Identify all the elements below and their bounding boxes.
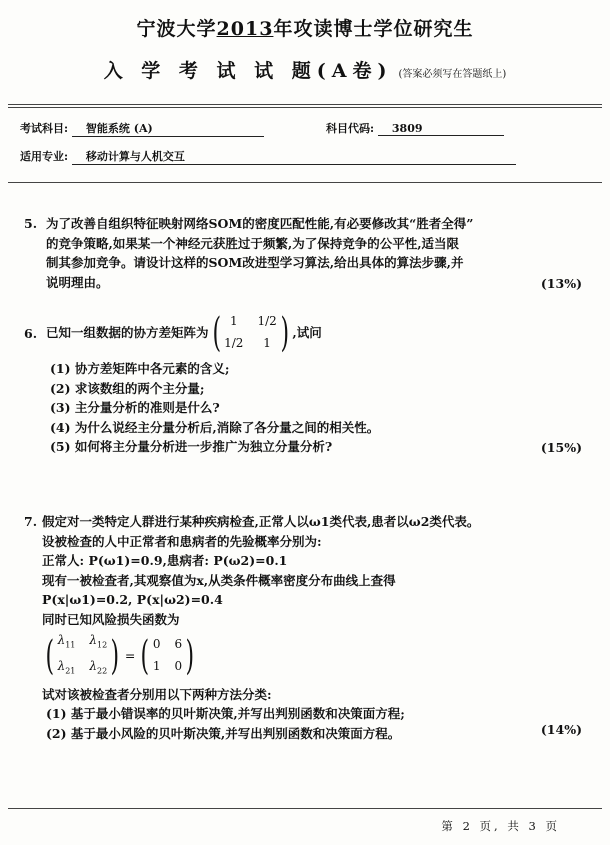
risk-values-matrix: ( 0 6 1 0 ) bbox=[140, 632, 195, 679]
title-year: 2013 bbox=[216, 18, 274, 40]
code-row bbox=[326, 120, 504, 136]
header-divider-2 bbox=[8, 107, 602, 108]
subject-value: 智能系统 (A) bbox=[72, 120, 264, 137]
subject-label: 考试科目: bbox=[20, 122, 69, 135]
exam-title bbox=[0, 14, 610, 41]
lambda-22: $\lambda_{22}$ bbox=[89, 658, 108, 676]
q7-points: (14%) bbox=[540, 722, 582, 737]
lambda-21: $\lambda_{21}$ bbox=[57, 658, 76, 676]
question-line: 同时已知风险损失函数为 bbox=[42, 611, 180, 627]
question-7 bbox=[24, 512, 584, 743]
matrix-cell: 6 bbox=[174, 637, 183, 652]
question-line: 正常人: P(ω1)=0.9,患病者: P(ω2)=0.1 bbox=[42, 553, 288, 568]
question-line: 假定对一类特定人群进行某种疾病检查,正常人以ω1类代表,患者以ω2类代表。 bbox=[42, 514, 480, 529]
question-number: 5. bbox=[24, 216, 38, 231]
major-label: 适用专业: bbox=[20, 150, 69, 163]
sub-question: (1) 协方差矩阵中各元素的含义; bbox=[50, 361, 230, 376]
sub-question: (3) 主分量分析的准则是什么? bbox=[50, 400, 220, 415]
question-line: 为了改善自组织特征映射网络SOM的密度匹配性能,有必要修改其“胜者全得” bbox=[46, 216, 474, 231]
major-value: 移动计算与人机交互 bbox=[72, 148, 516, 165]
sub-question: (5) 如何将主分量分析进一步推广为独立分量分析? bbox=[50, 439, 333, 454]
info-divider bbox=[8, 182, 602, 183]
question-number: 7. bbox=[24, 514, 38, 529]
question-number: 6. bbox=[24, 326, 38, 341]
title-university: 宁波大学 bbox=[136, 18, 217, 40]
matrix-cell: 1/2 bbox=[257, 314, 277, 328]
lambda-11: $\lambda_{11}$ bbox=[57, 633, 76, 650]
lambda-12: $\lambda_{12}$ bbox=[89, 633, 108, 650]
sub-question: (2) 基于最小风险的贝叶斯决策,并写出判别函数和决策面方程。 bbox=[46, 725, 401, 741]
question-line: 的竞争策略,如果某一个神经元获胜过于频繁,为了保持竞争的公平性,适当限 bbox=[46, 235, 460, 251]
risk-matrix-equation bbox=[42, 631, 584, 681]
header-divider bbox=[8, 104, 602, 105]
question-line: 设被检查的人中正常者和患病者的先验概率分别为: bbox=[42, 533, 322, 549]
question-line: 说明理由。 bbox=[46, 274, 109, 290]
question-line: 试对该被检查者分别用以下两种方法分类: bbox=[42, 686, 272, 702]
sub-question: (1) 基于最小错误率的贝叶斯决策,并写出判别函数和决策面方程; bbox=[46, 706, 405, 722]
q6-intro: 已知一组数据的协方差矩阵为 bbox=[46, 324, 209, 340]
q6-points: (15%) bbox=[540, 440, 582, 455]
question-line: 制其参加竞争。请设计这样的SOM改进型学习算法,给出具体的算法步骤,并 bbox=[46, 255, 464, 270]
matrix-cell: 1 bbox=[263, 335, 271, 350]
answer-note: (答案必须写在答题纸上) bbox=[398, 69, 507, 80]
covariance-matrix: ( 1 1/2 1/2 1 ) bbox=[212, 309, 289, 356]
page-number: 第 2 页, 共 3 页 bbox=[441, 819, 560, 833]
q6-intro-end: ,试问 bbox=[292, 324, 322, 340]
question-line: P(x|ω1)=0.2, P(x|ω2)=0.4 bbox=[42, 592, 223, 607]
major-row bbox=[20, 148, 516, 165]
matrix-cell: 0 bbox=[174, 658, 183, 673]
question-line: 现有一被检查者,其观察值为x,从类条件概率密度分布曲线上查得 bbox=[42, 572, 396, 588]
q5-points: (13%) bbox=[540, 276, 582, 291]
subject-row bbox=[20, 120, 264, 137]
matrix-cell: 1 bbox=[229, 314, 238, 328]
footer-divider bbox=[8, 808, 602, 809]
subtitle-text: 入 学 考 试 试 题(A卷) bbox=[103, 60, 393, 82]
sub-question: (4) 为什么说经主分量分析后,消除了各分量之间的相关性。 bbox=[50, 419, 380, 435]
matrix-cell: 1/2 bbox=[224, 335, 244, 350]
question-6 bbox=[24, 309, 584, 457]
code-label: 科目代码: bbox=[326, 122, 375, 135]
equals-sign: = bbox=[124, 648, 136, 664]
matrix-cell: 1 bbox=[152, 658, 161, 673]
matrix-cell: 0 bbox=[152, 637, 161, 652]
title-program: 年攻读博士学位研究生 bbox=[273, 18, 474, 40]
exam-subtitle bbox=[0, 56, 610, 83]
sub-question: (2) 求该数组的两个主分量; bbox=[50, 380, 205, 396]
code-value: 3809 bbox=[378, 122, 504, 136]
question-5 bbox=[24, 214, 584, 292]
lambda-matrix: ( $\lambda_{11}$ $\lambda_{12}$ $\lambda_{21}$ $\lambda_{22}$ ) bbox=[45, 632, 120, 679]
